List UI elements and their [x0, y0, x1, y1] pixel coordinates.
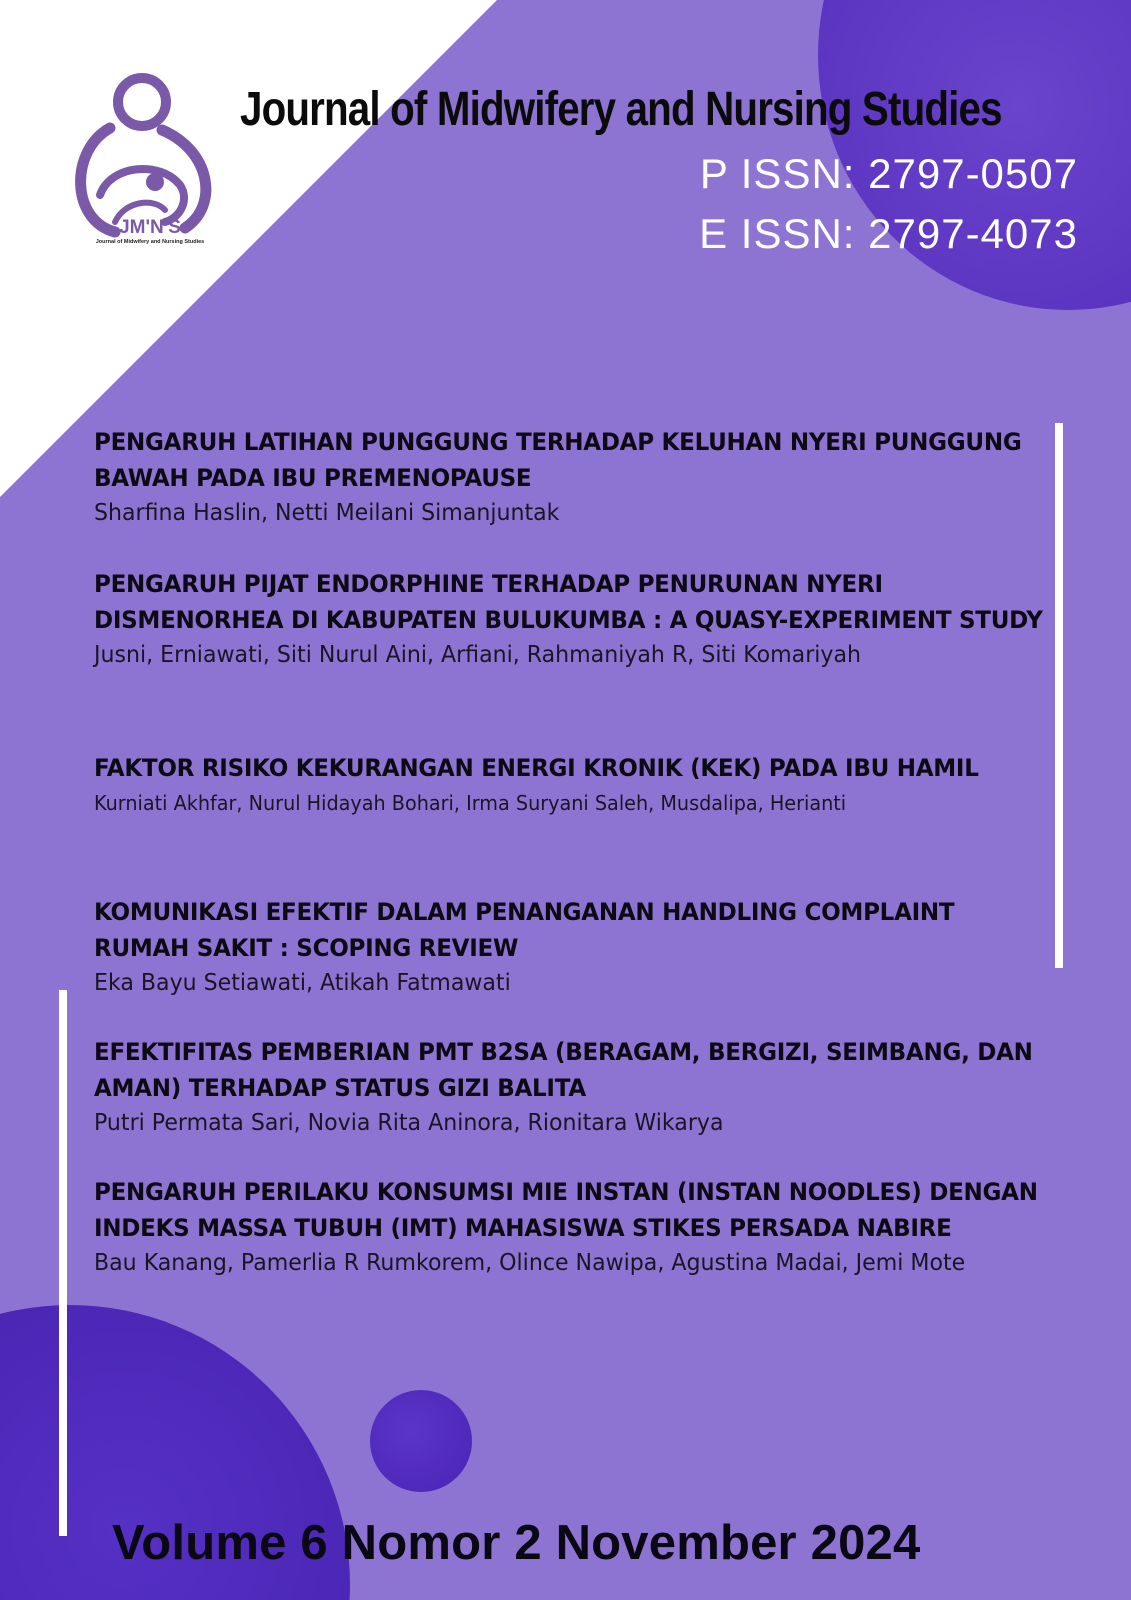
- logo-subtitle: Journal of Midwifery and Nursing Studies: [95, 239, 205, 245]
- article-title: FAKTOR RISIKO KEKURANGAN ENERGI KRONIK (KEK) PADA IBU HAMIL: [94, 754, 979, 782]
- article-authors: Kurniati Akhfar, Nurul Hidayah Bohari, Irma Suryani Saleh, Musdalipa, Herianti: [94, 791, 847, 815]
- logo-wordmark: JM'N'S: [119, 217, 181, 238]
- article-title: PENGARUH LATIHAN PUNGGUNG TERHADAP KELUHAN NYERI PUNGGUNG BAWAH PADA IBU PREMENOPAUSE: [94, 428, 1022, 492]
- journal-title: Journal of Midwifery and Nursing Studies: [240, 83, 1002, 136]
- article-title: PENGARUH PIJAT ENDORPHINE TERHADAP PENURUNAN NYERI DISMENORHEA DI KABUPATEN BULUKUMBA : A QUASY-EXPERIMENT STUDY: [94, 570, 1043, 634]
- article-authors: Putri Permata Sari, Novia Rita Aninora, Rionitara Wikarya: [94, 1110, 724, 1136]
- article-item: [94, 750, 1084, 820]
- article-authors: Eka Bayu Setiawati, Atikah Fatmawati: [94, 970, 511, 996]
- article-item: [94, 1034, 1084, 1140]
- decorative-circle-small: [370, 1390, 472, 1492]
- volume-issue-label: Volume 6 Nomor 2 November 2024: [112, 1516, 921, 1570]
- article-title: KOMUNIKASI EFEKTIF DALAM PENANGANAN HANDLING COMPLAINT RUMAH SAKIT : SCOPING REVIEW: [94, 898, 955, 962]
- article-item: [94, 894, 1084, 1000]
- article-title: PENGARUH PERILAKU KONSUMSI MIE INSTAN (INSTAN NOODLES) DENGAN INDEKS MASSA TUBUH (IMT) MAHASISWA STIKES PERSADA NABIRE: [94, 1178, 1038, 1242]
- article-item: [94, 566, 1084, 672]
- decorative-bar-left: [59, 990, 67, 1536]
- article-authors: Bau Kanang, Pamerlia R Rumkorem, Olince Nawipa, Agustina Madai, Jemi Mote: [94, 1250, 966, 1276]
- article-authors: Jusni, Erniawati, Siti Nurul Aini, Arfiani, Rahmaniyah R, Siti Komariyah: [94, 642, 862, 668]
- print-issn: P ISSN: 2797-0507: [699, 150, 1078, 197]
- electronic-issn: E ISSN: 2797-4073: [699, 210, 1078, 257]
- article-item: [94, 424, 1084, 530]
- article-title: EFEKTIFITAS PEMBERIAN PMT B2SA (BERAGAM, BERGIZI, SEIMBANG, DAN AMAN) TERHADAP STATUS GIZI BALITA: [94, 1038, 1033, 1102]
- article-authors: Sharfina Haslin, Netti Meilani Simanjuntak: [94, 500, 560, 526]
- article-item: [94, 1174, 1084, 1280]
